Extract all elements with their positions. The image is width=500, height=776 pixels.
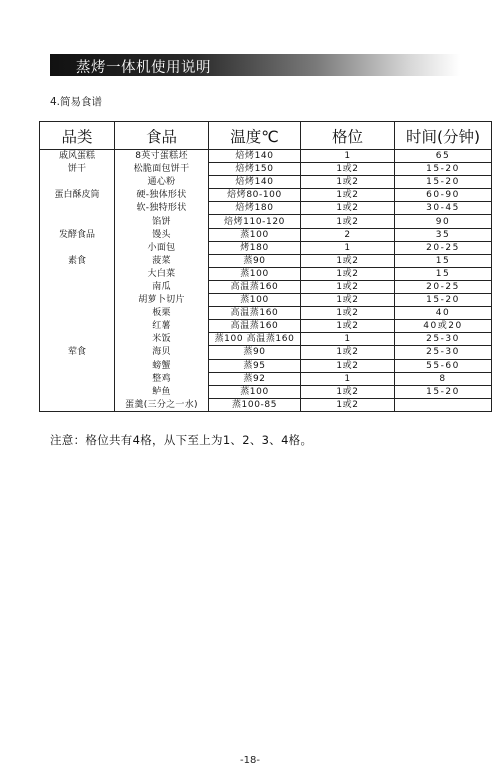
category-cell <box>40 202 115 215</box>
temperature-cell: 蒸90 <box>209 346 301 359</box>
category-cell <box>40 307 115 320</box>
temperature-cell: 蒸100 <box>209 228 301 241</box>
category-cell <box>40 385 115 398</box>
food-cell: 馒头 <box>115 228 209 241</box>
rack-position-cell: 1或2 <box>301 163 395 176</box>
food-cell: 鲈鱼 <box>115 385 209 398</box>
rack-position-cell: 1 <box>301 241 395 254</box>
table-row <box>40 215 492 228</box>
temperature-cell: 蒸100-85 <box>209 398 301 411</box>
rack-position-cell: 1或2 <box>301 202 395 215</box>
recipe-table-body <box>40 150 492 412</box>
header-time: 时间(分钟) <box>395 122 492 150</box>
category-cell: 戚风蛋糕 <box>40 150 115 163</box>
category-cell <box>40 372 115 385</box>
temperature-cell: 高温蒸160 <box>209 320 301 333</box>
time-cell: 60-90 <box>395 189 492 202</box>
rack-position-cell: 1或2 <box>301 267 395 280</box>
temperature-cell: 烤180 <box>209 241 301 254</box>
table-row <box>40 307 492 320</box>
table-row <box>40 202 492 215</box>
temperature-cell: 高温蒸160 <box>209 280 301 293</box>
category-cell: 素食 <box>40 254 115 267</box>
table-row <box>40 385 492 398</box>
time-cell: 15-20 <box>395 294 492 307</box>
rack-note: 注意：格位共有4格，从下至上为1、2、3、4格。 <box>50 433 313 447</box>
header-food: 食品 <box>115 122 209 150</box>
time-cell: 25-30 <box>395 333 492 346</box>
category-cell <box>40 215 115 228</box>
table-row <box>40 320 492 333</box>
category-cell <box>40 280 115 293</box>
rack-position-cell: 1或2 <box>301 189 395 202</box>
rack-position-cell: 1 <box>301 372 395 385</box>
temperature-cell: 高温蒸160 <box>209 307 301 320</box>
rack-position-cell: 1或2 <box>301 176 395 189</box>
category-cell <box>40 359 115 372</box>
table-row <box>40 294 492 307</box>
food-cell: 南瓜 <box>115 280 209 293</box>
food-cell: 8英寸蛋糕坯 <box>115 150 209 163</box>
rack-position-cell: 1或2 <box>301 307 395 320</box>
food-cell: 大白菜 <box>115 267 209 280</box>
time-cell: 8 <box>395 372 492 385</box>
temperature-cell: 焙烤180 <box>209 202 301 215</box>
food-cell: 馅饼 <box>115 215 209 228</box>
food-cell: 小面包 <box>115 241 209 254</box>
rack-position-cell: 1或2 <box>301 346 395 359</box>
food-cell: 菠菜 <box>115 254 209 267</box>
category-cell <box>40 320 115 333</box>
food-cell: 胡萝卜切片 <box>115 294 209 307</box>
table-row <box>40 372 492 385</box>
section-title: 4.简易食谱 <box>50 96 103 108</box>
header-rack-position: 格位 <box>301 122 395 150</box>
food-cell: 松脆面包饼干 <box>115 163 209 176</box>
temperature-cell: 蒸95 <box>209 359 301 372</box>
time-cell: 15 <box>395 267 492 280</box>
temperature-cell: 焙烤110-120 <box>209 215 301 228</box>
temperature-cell: 蒸90 <box>209 254 301 267</box>
category-cell <box>40 398 115 411</box>
category-cell <box>40 267 115 280</box>
time-cell: 25-30 <box>395 346 492 359</box>
food-cell: 通心粉 <box>115 176 209 189</box>
time-cell: 15-20 <box>395 385 492 398</box>
category-cell: 发酵食品 <box>40 228 115 241</box>
header-temperature: 温度℃ <box>209 122 301 150</box>
time-cell: 30-45 <box>395 202 492 215</box>
rack-position-cell: 1 <box>301 333 395 346</box>
temperature-cell: 焙烤150 <box>209 163 301 176</box>
header-banner <box>50 54 460 76</box>
category-cell <box>40 294 115 307</box>
food-cell: 海贝 <box>115 346 209 359</box>
category-cell <box>40 333 115 346</box>
temperature-cell: 焙烤80-100 <box>209 189 301 202</box>
recipe-table <box>39 121 492 412</box>
temperature-cell: 蒸100 <box>209 385 301 398</box>
table-row <box>40 150 492 163</box>
rack-position-cell: 1或2 <box>301 215 395 228</box>
rack-position-cell: 1或2 <box>301 254 395 267</box>
category-cell: 荤食 <box>40 346 115 359</box>
category-cell: 蛋白酥皮筒 <box>40 189 115 202</box>
rack-position-cell: 1或2 <box>301 320 395 333</box>
rack-position-cell: 1或2 <box>301 398 395 411</box>
table-row <box>40 346 492 359</box>
food-cell: 米饭 <box>115 333 209 346</box>
rack-position-cell: 1或2 <box>301 385 395 398</box>
time-cell: 20-25 <box>395 280 492 293</box>
table-row <box>40 398 492 411</box>
category-cell <box>40 241 115 254</box>
table-row <box>40 254 492 267</box>
category-cell <box>40 176 115 189</box>
rack-position-cell: 1 <box>301 150 395 163</box>
time-cell: 15 <box>395 254 492 267</box>
table-row <box>40 241 492 254</box>
table-row <box>40 228 492 241</box>
page-number: -18- <box>240 755 260 766</box>
time-cell: 65 <box>395 150 492 163</box>
food-cell: 板栗 <box>115 307 209 320</box>
time-cell: 20-25 <box>395 241 492 254</box>
time-cell: 90 <box>395 215 492 228</box>
time-cell: 55-60 <box>395 359 492 372</box>
table-row <box>40 267 492 280</box>
time-cell: 40 <box>395 307 492 320</box>
rack-position-cell: 1或2 <box>301 280 395 293</box>
food-cell: 螃蟹 <box>115 359 209 372</box>
rack-position-cell: 1或2 <box>301 294 395 307</box>
time-cell: 15-20 <box>395 163 492 176</box>
food-cell: 整鸡 <box>115 372 209 385</box>
table-row <box>40 359 492 372</box>
time-cell: 35 <box>395 228 492 241</box>
rack-position-cell: 1或2 <box>301 359 395 372</box>
table-header-row <box>40 122 492 150</box>
table-row <box>40 189 492 202</box>
rack-position-cell: 2 <box>301 228 395 241</box>
food-cell: 硬-独体形状 <box>115 189 209 202</box>
time-cell <box>395 398 492 411</box>
table-row <box>40 163 492 176</box>
temperature-cell: 蒸100 <box>209 267 301 280</box>
food-cell: 软-独特形状 <box>115 202 209 215</box>
category-cell: 饼干 <box>40 163 115 176</box>
time-cell: 40或20 <box>395 320 492 333</box>
table-row <box>40 176 492 189</box>
temperature-cell: 蒸100 高温蒸160 <box>209 333 301 346</box>
food-cell: 红薯 <box>115 320 209 333</box>
temperature-cell: 蒸92 <box>209 372 301 385</box>
temperature-cell: 焙烤140 <box>209 176 301 189</box>
header-category: 品类 <box>40 122 115 150</box>
food-cell: 蛋羹(三分之一水) <box>115 398 209 411</box>
table-row <box>40 280 492 293</box>
time-cell: 15-20 <box>395 176 492 189</box>
temperature-cell: 焙烤140 <box>209 150 301 163</box>
manual-title: 蒸烤一体机使用说明 <box>76 60 211 76</box>
table-row <box>40 333 492 346</box>
temperature-cell: 蒸100 <box>209 294 301 307</box>
